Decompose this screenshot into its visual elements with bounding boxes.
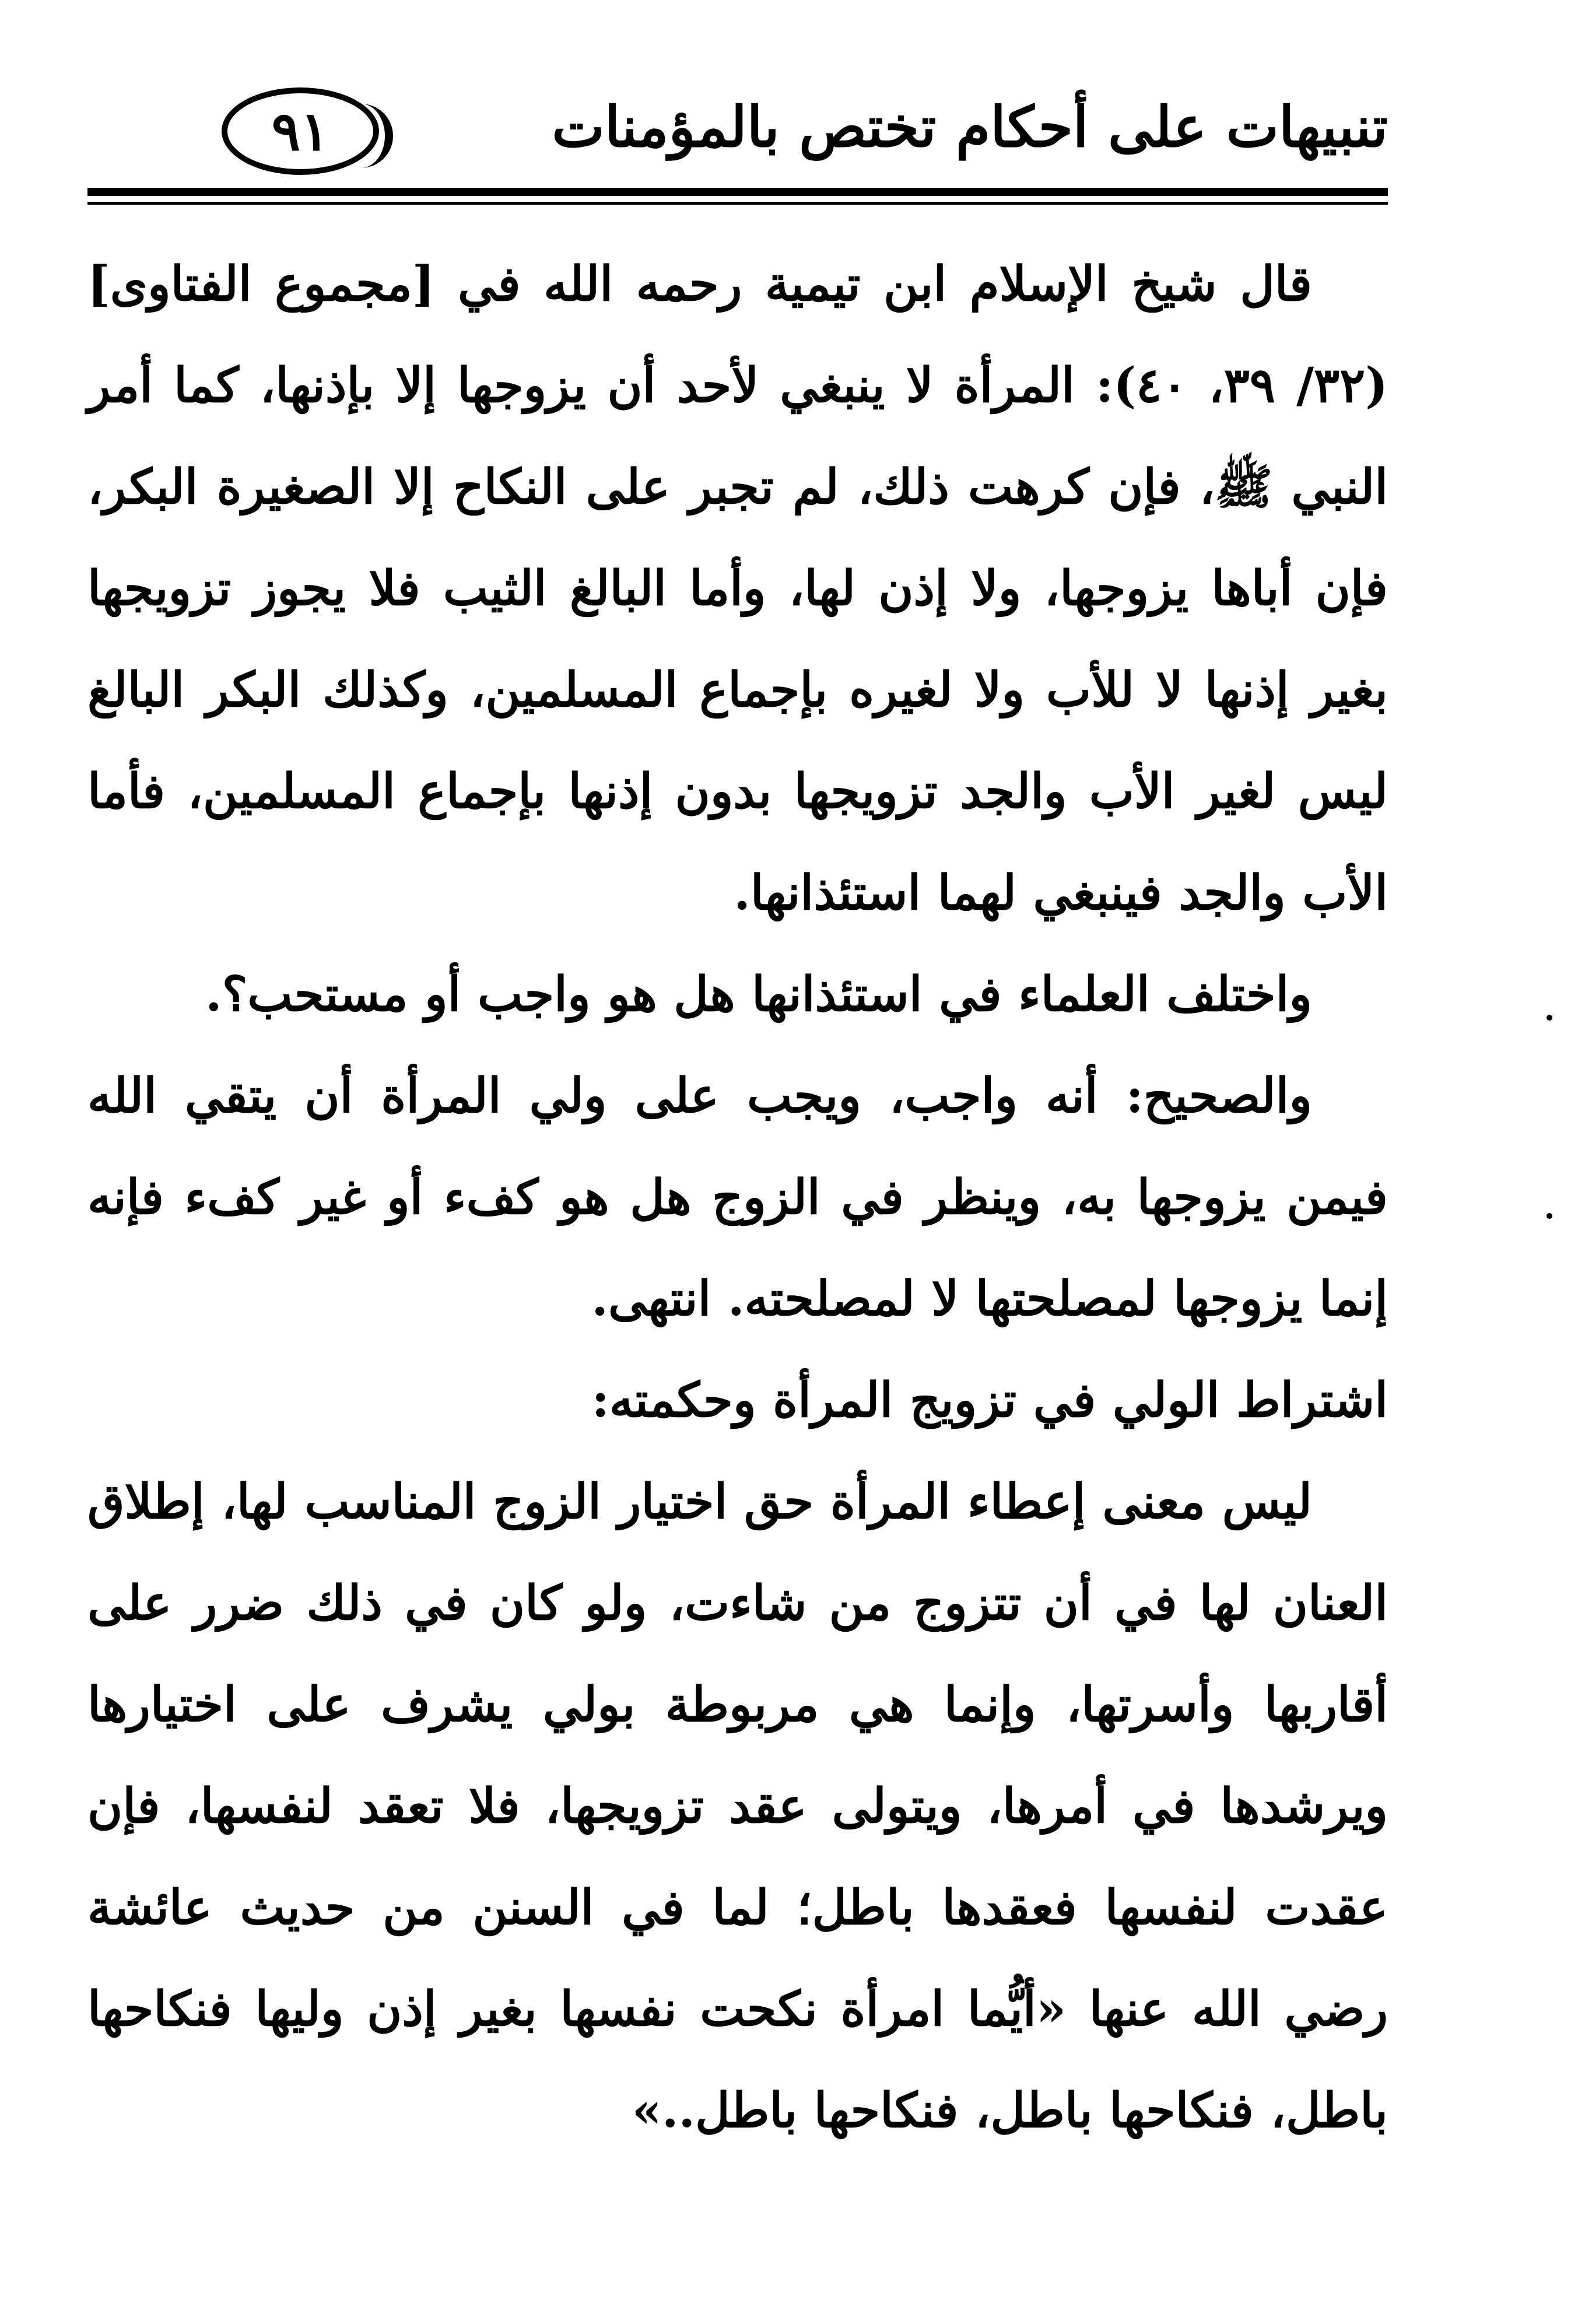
paragraph-correct-opinion: والصحيح: أنه واجب، ويجب على ولي المرأة أن يتقي الله فيمن يزوجها به، وينظر في الزوج هل هو كفء أو غير كفء فإنه إنما يزوجها لمصلحتها لا لمصلحته. انتهى. [87, 1068, 1388, 1327]
paragraph-guardian-condition: ليس معنى إعطاء المرأة حق اختيار الزوج المناسب لها، إطلاق العنان لها في أن تتزوج من شاءت، ولو كان في ذلك ضرر على أقاربها وأسرتها، وإنما هي مربوطة بولي يشرف على اختيارها ويرشدها في أمرها، ويتولى عقد تزويجها، فلا تعقد لنفسها، فإن عقدت لنفسها فعقدها باطل؛ لما في السنن من حديث عائشة رضي الله عنها «أيُّما امرأة نكحت نفسها بغير إذن وليها فنكاحها باطل، فنكاحها باطل، فنكاحها باطل..» [87, 1474, 1388, 2139]
paragraph-scholars-disagreement: واختلف العلماء في استئذانها هل هو واجب أو مستحب؟. [205, 966, 1312, 1022]
page-header [87, 76, 1388, 198]
header-rule-thin [87, 202, 1388, 205]
header-rule-thick [87, 188, 1388, 196]
page-number-badge [222, 87, 379, 175]
page-number: ٩١ [271, 100, 329, 163]
margin-dot [1547, 1213, 1552, 1219]
paragraph-ibn-taymiyyah-quote: قال شيخ الإسلام ابن تيمية رحمه الله في [مجموع الفتاوى] (٣٢/ ٣٩، ٤٠): المرأة لا ينبغي لأحد أن يزوجها إلا بإذنها، كما أمر النبي ﷺ، فإن كرهت ذلك، لم تجبر على النكاح إلا الصغيرة البكر، فإن أباها يزوجها، ولا إذن لها، وأما البالغ الثيب فلا يجوز تزويجها بغير إذنها لا للأب ولا لغيره بإجماع المسلمين، وكذلك البكر البالغ ليس لغير الأب والجد تزويجها بدون إذنها بإجماع المسلمين، فأما الأب والجد فينبغي لهما استئذانها. [87, 256, 1388, 921]
page-body [87, 233, 1388, 2161]
margin-dot [1547, 1015, 1552, 1021]
section-heading: اشتراط الولي في تزويج المرأة وحكمته: [591, 1372, 1388, 1428]
running-title: تنبيهات على أحكام تختص بالمؤمنات [552, 94, 1388, 160]
